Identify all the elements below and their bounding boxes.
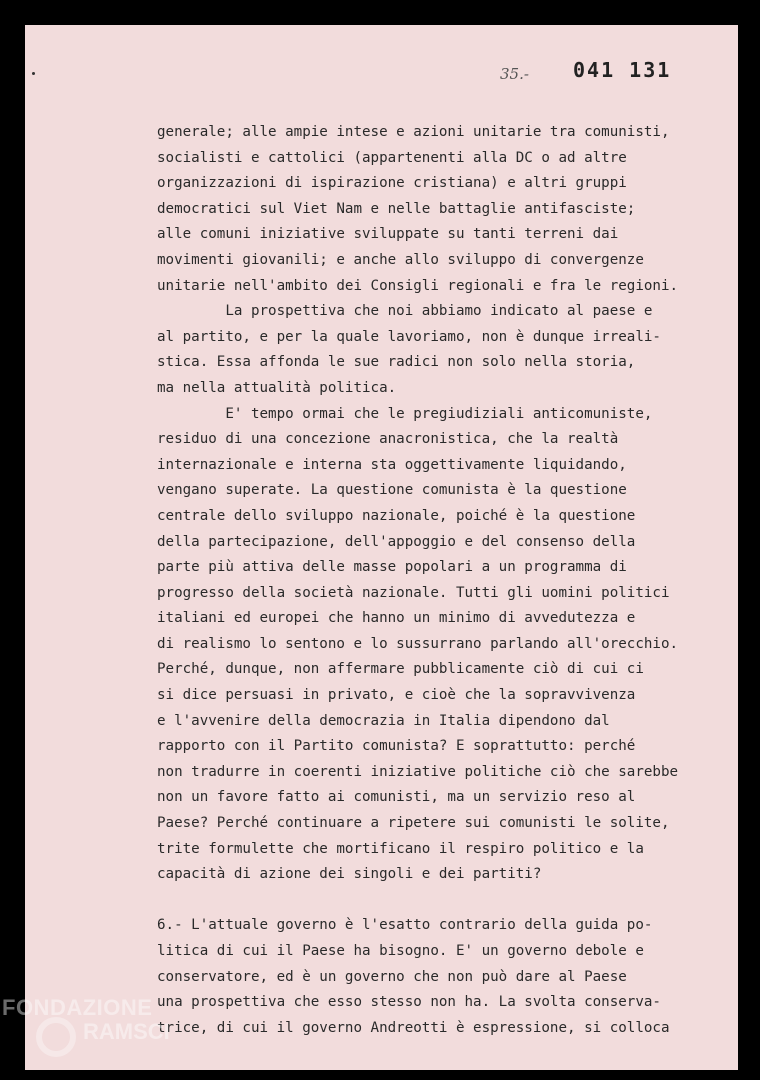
text-line: socialisti e cattolici (appartenenti alla DC o ad altre bbox=[157, 149, 627, 166]
body-text bbox=[157, 120, 717, 1041]
text-line: rapporto con il Partito comunista? E soprattutto: perché bbox=[157, 738, 636, 755]
text-line: trite formulette che mortificano il respiro politico e la bbox=[157, 840, 644, 857]
page-mark bbox=[32, 72, 35, 75]
text-line: ma nella attualità politica. bbox=[157, 379, 397, 396]
text-line: e l'avvenire della democrazia in Italia dipendono dal bbox=[157, 712, 610, 729]
text-line: capacità di azione dei singoli e dei partiti? bbox=[157, 866, 542, 883]
text-line: residuo di una concezione anacronistica, che la realtà bbox=[157, 431, 619, 448]
text-line: litica di cui il Paese ha bisogno. E' un governo debole e bbox=[157, 943, 644, 959]
document-page bbox=[25, 25, 738, 1070]
text-line: italiani ed europei che hanno un minimo di avvedutezza e bbox=[157, 610, 636, 627]
text-line: alle comuni iniziative sviluppate su tanti terreni dai bbox=[157, 226, 619, 243]
text-line: E' tempo ormai che le pregiudiziali anticomuniste, bbox=[157, 405, 653, 422]
text-line: conservatore, ed è un governo che non può dare al Paese bbox=[157, 968, 627, 985]
text-line: non tradurre in coerenti iniziative politiche ciò che sarebbe bbox=[157, 763, 679, 780]
text-line: movimenti giovanili; e anche allo sviluppo di convergenze bbox=[157, 251, 644, 268]
text-line: una prospettiva che esso stesso non ha. La svolta conserva- bbox=[157, 994, 661, 1011]
text-line: non un favore fatto ai comunisti, ma un servizio reso al bbox=[157, 789, 636, 806]
text-line: internazionale e interna sta oggettivamente liquidando, bbox=[157, 456, 627, 473]
document-number: 041 131 bbox=[573, 58, 672, 82]
text-line: si dice persuasi in privato, e cioè che la sopravvivenza bbox=[157, 687, 636, 704]
text-line: Paese? Perché continuare a ripetere sui comunisti le solite, bbox=[157, 815, 670, 832]
text-line: della partecipazione, dell'appoggio e del consenso della bbox=[157, 533, 636, 550]
text-line: centrale dello sviluppo nazionale, poiché è la questione bbox=[157, 507, 636, 524]
watermark-line2: RAMSCI bbox=[83, 1019, 170, 1044]
text-block-2 bbox=[157, 913, 717, 1041]
text-line: generale; alle ampie intese e azioni unitarie tra comunisti, bbox=[157, 124, 670, 140]
text-line: Perché, dunque, non affermare pubblicamente ciò di cui ci bbox=[157, 661, 644, 678]
text-block-1 bbox=[157, 120, 717, 888]
text-line: trice, di cui il governo Andreotti è espressione, si colloca bbox=[157, 1019, 670, 1036]
text-line: progresso della società nazionale. Tutti gli uomini politici bbox=[157, 584, 670, 601]
watermark-line1: FONDAZIONE bbox=[2, 995, 153, 1020]
text-line: 6.- L'attuale governo è l'esatto contrario della guida po- bbox=[157, 917, 653, 934]
text-line: La prospettiva che noi abbiamo indicato al paese e bbox=[157, 303, 653, 320]
text-line: parte più attiva delle masse popolari a un programma di bbox=[157, 559, 627, 576]
text-line: democratici sul Viet Nam e nelle battaglie antifasciste; bbox=[157, 200, 636, 217]
text-line: di realismo lo sentono e lo sussurrano parlando all'orecchio. bbox=[157, 635, 679, 652]
text-line: organizzazioni di ispirazione cristiana) e altri gruppi bbox=[157, 175, 627, 192]
text-line: stica. Essa affonda le sue radici non solo nella storia, bbox=[157, 354, 636, 371]
text-line: unitarie nell'ambito dei Consigli regionali e fra le regioni. bbox=[157, 277, 679, 294]
page-number: 35.- bbox=[500, 65, 529, 83]
text-line: al partito, e per la quale lavoriamo, non è dunque irreali- bbox=[157, 328, 661, 345]
text-line: vengano superate. La questione comunista è la questione bbox=[157, 482, 627, 499]
